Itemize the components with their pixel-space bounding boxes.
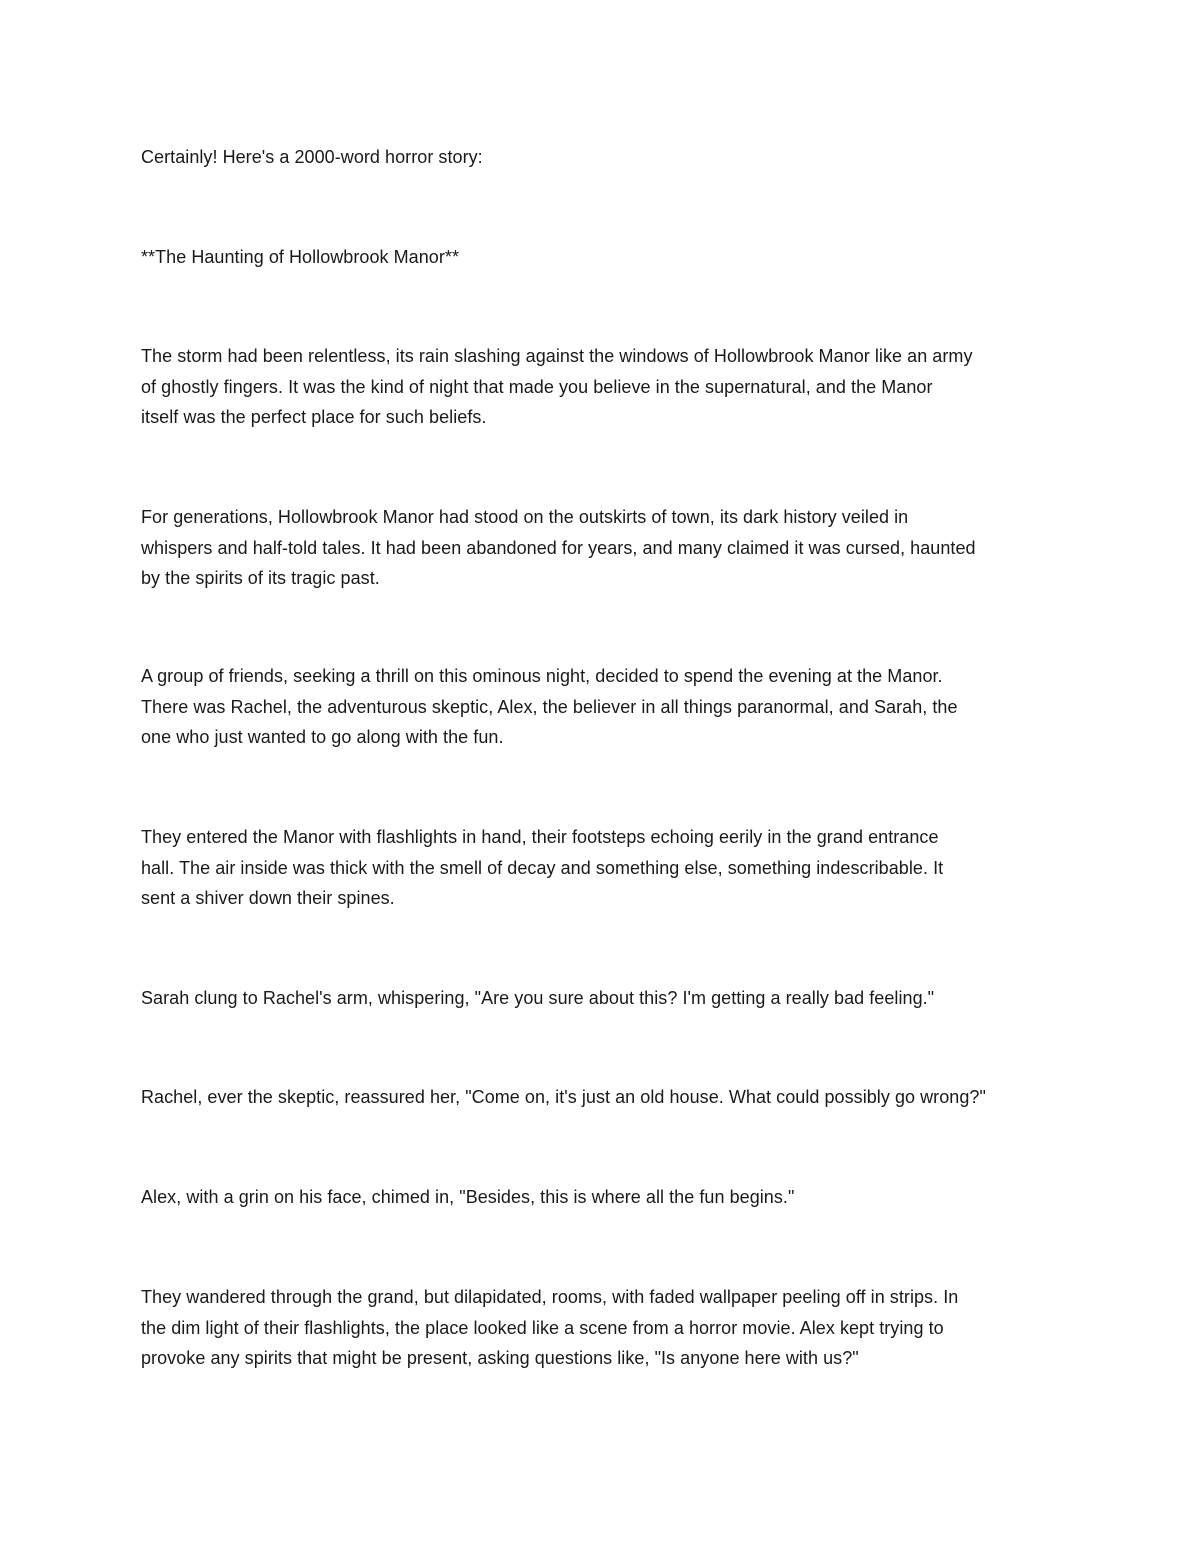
paragraph-line: whispers and half-told tales. It had been abandoned for years, and many claimed it was cursed, haunted	[141, 537, 976, 558]
paragraph-line: itself was the perfect place for such beliefs.	[141, 407, 487, 427]
paragraph-line: sent a shiver down their spines.	[141, 888, 395, 908]
story-title-text: **The Haunting of Hollowbrook Manor**	[141, 247, 460, 267]
paragraph-5	[141, 983, 1061, 1014]
paragraph-line: There was Rachel, the adventurous skeptic, Alex, the believer in all things paranormal, and Sarah, the	[141, 696, 958, 717]
paragraph-4	[141, 822, 1061, 914]
paragraph-line: Sarah clung to Rachel's arm, whispering, "Are you sure about this? I'm getting a really bad feeling."	[141, 988, 935, 1008]
paragraph-line: of ghostly fingers. It was the kind of night that made you believe in the supernatural, and the Manor	[141, 376, 933, 397]
paragraph-line: The storm had been relentless, its rain slashing against the windows of Hollowbrook Manor like an army	[141, 346, 973, 366]
paragraph-6	[141, 1082, 1061, 1113]
paragraph-line: Alex, with a grin on his face, chimed in, "Besides, this is where all the fun begins."	[141, 1187, 795, 1207]
paragraph-line: by the spirits of its tragic past.	[141, 568, 380, 588]
paragraph-line: one who just wanted to go along with the fun.	[141, 727, 504, 747]
paragraph-line: A group of friends, seeking a thrill on this ominous night, decided to spend the evening at the Manor.	[141, 666, 943, 686]
paragraph-line: They entered the Manor with flashlights in hand, their footsteps echoing eerily in the grand entrance	[141, 827, 939, 847]
intro-line	[141, 142, 1061, 173]
paragraph-line: hall. The air inside was thick with the smell of decay and something else, something indescribable. It	[141, 857, 944, 878]
paragraph-line: Rachel, ever the skeptic, reassured her, "Come on, it's just an old house. What could possibly go wrong?"	[141, 1087, 986, 1107]
story-title	[141, 242, 1061, 273]
paragraph-line: For generations, Hollowbrook Manor had stood on the outskirts of town, its dark history veiled in	[141, 507, 909, 527]
paragraph-line: They wandered through the grand, but dilapidated, rooms, with faded wallpaper peeling off in strips. In	[141, 1287, 959, 1307]
paragraph-line: the dim light of their flashlights, the place looked like a scene from a horror movie. Alex kept trying to	[141, 1317, 944, 1338]
paragraph-7	[141, 1182, 1061, 1213]
paragraph-1	[141, 341, 1061, 433]
intro-text: Certainly! Here's a 2000-word horror story:	[141, 147, 483, 167]
paragraph-3	[141, 661, 1061, 753]
paragraph-line: provoke any spirits that might be present, asking questions like, "Is anyone here with us?"	[141, 1348, 859, 1368]
paragraph-8	[141, 1282, 1061, 1374]
paragraph-2	[141, 502, 1061, 594]
